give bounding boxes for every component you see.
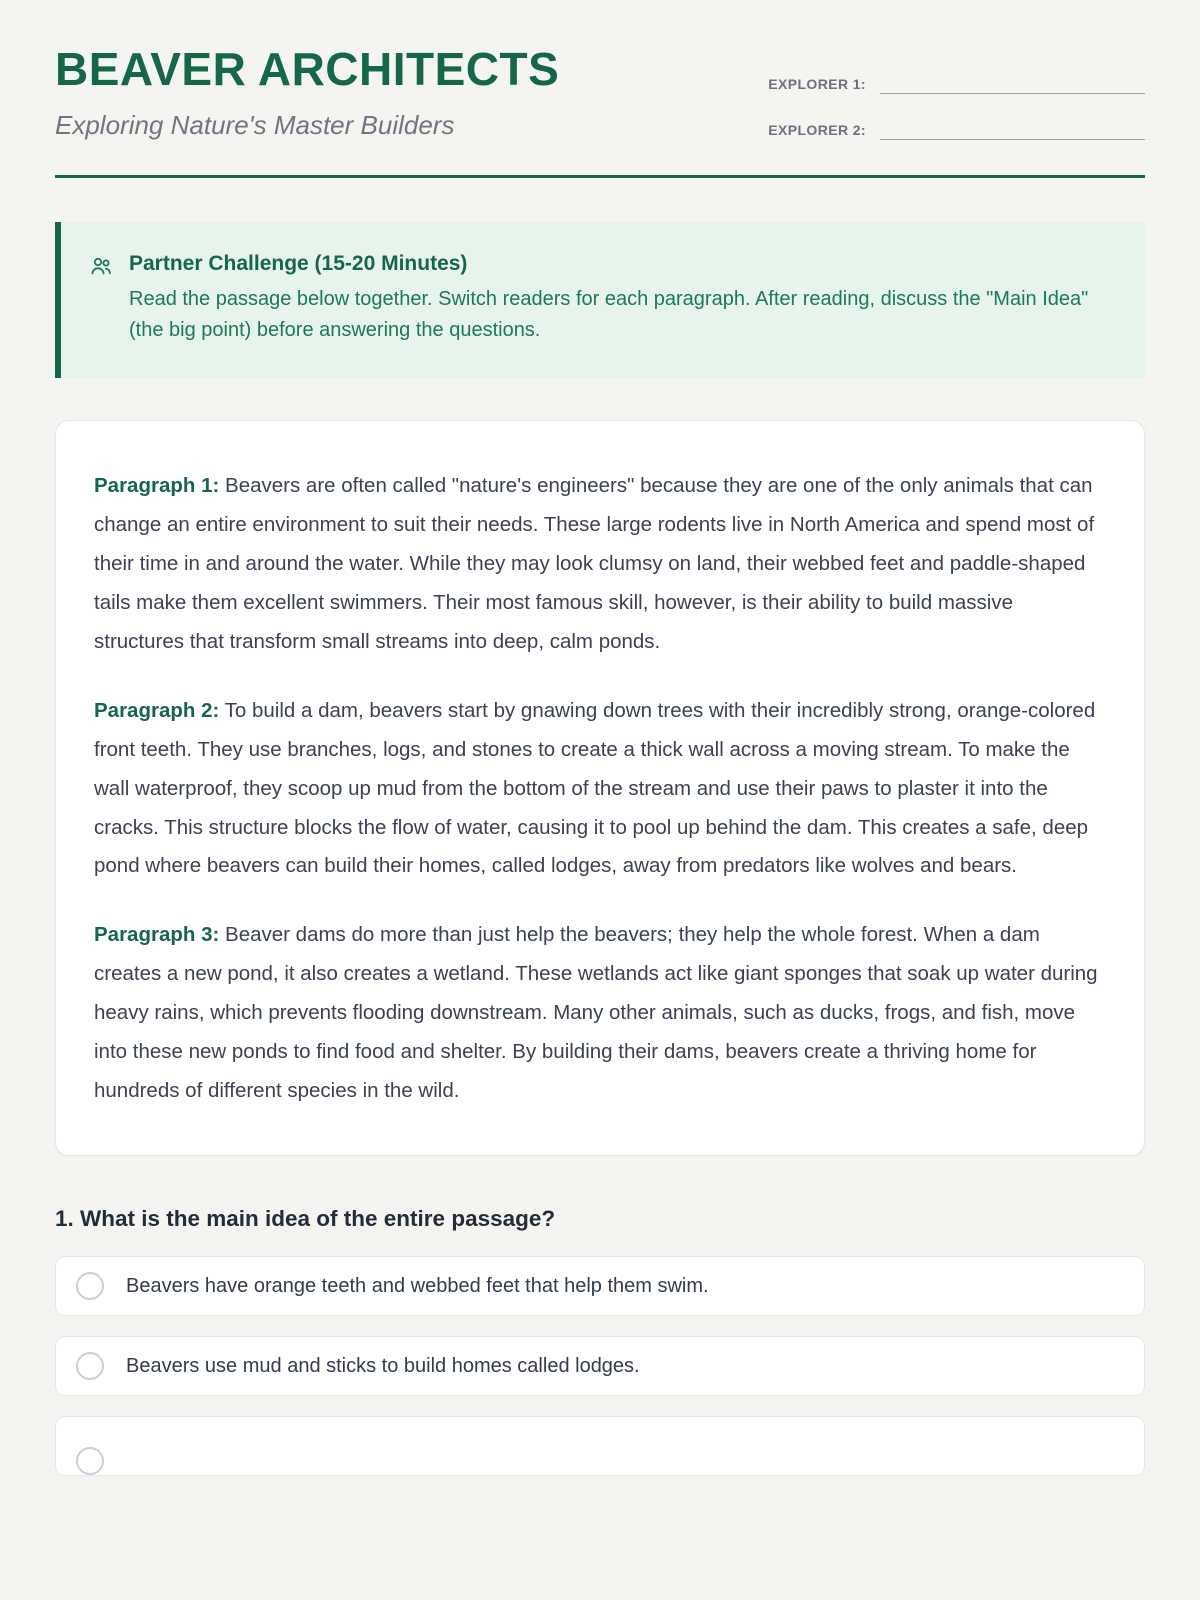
partner-challenge-callout	[55, 222, 1145, 378]
passage-card	[55, 420, 1145, 1156]
answer-option-2-label: Beavers use mud and sticks to build homes called lodges.	[126, 1354, 640, 1377]
explorer2-row	[768, 120, 1145, 140]
paragraph-1-label: Paragraph 1:	[94, 474, 220, 497]
page-subtitle: Exploring Nature's Master Builders	[55, 110, 455, 140]
callout-content	[129, 252, 1089, 346]
question-1-prompt: 1. What is the main idea of the entire passage?	[55, 1206, 556, 1232]
answer-option-2[interactable]	[55, 1336, 1145, 1396]
paragraph-2-text: To build a dam, beavers start by gnawing down trees with their incredibly strong, orange-colored front teeth. They use branches, logs, and stones to create a thick wall across a moving stream. To make the wall waterproof, they scoop up mud from the bottom of the stream and use their paws to plaster it into the cracks. This structure blocks the flow of water, causing it to pool up behind the dam. This creates a safe, deep pond where beavers can build their homes, called lodges, away from predators like wolves and bears.	[94, 698, 1096, 878]
page-title: BEAVER ARCHITECTS	[55, 43, 560, 95]
passage-paragraph-1	[94, 467, 1104, 662]
radio-button-3[interactable]	[76, 1447, 104, 1475]
explorer1-row	[768, 74, 1145, 94]
answer-option-1[interactable]	[55, 1256, 1145, 1316]
radio-button-1[interactable]	[76, 1272, 104, 1300]
question-1-options	[55, 1256, 1145, 1476]
paragraph-3-text: Beaver dams do more than just help the beavers; they help the whole forest. When a dam creates a new pond, it also creates a wetland. These wetlands act like giant sponges that soak up water during heavy rains, which prevents flooding downstream. Many other animals, such as ducks, frogs, and fish, move into these new ponds to find food and shelter. By building their dams, beavers create a thriving home for hundreds of different species in the wild.	[94, 923, 1098, 1103]
paragraph-1-text: Beavers are often called "nature's engineers" because they are one of the only animals that can change an entire environment to suit their needs. These large rodents live in North America and spend most of their time in and around the water. While they may look clumsy on land, their webbed feet and paddle-shaped tails make them excellent swimmers. Their most famous skill, however, is their ability to build massive structures that transform small streams into deep, calm ponds.	[94, 474, 1095, 653]
radio-button-2[interactable]	[76, 1352, 104, 1380]
explorer2-name-input[interactable]	[880, 120, 1145, 140]
callout-body: Read the passage below together. Switch readers for each paragraph. After reading, discuss the "Main Idea" (the big point) before answering the questions.	[129, 288, 1089, 341]
partners-icon	[89, 254, 113, 346]
explorer2-label: EXPLORER 2:	[768, 122, 866, 138]
explorer-name-fields	[768, 74, 1145, 140]
explorer1-name-input[interactable]	[880, 74, 1145, 94]
explorer1-label: EXPLORER 1:	[768, 76, 866, 92]
callout-title: Partner Challenge (15-20 Minutes)	[129, 252, 468, 275]
header	[55, 42, 1145, 141]
header-divider	[55, 175, 1145, 178]
header-titles	[55, 42, 559, 141]
passage-paragraph-2	[94, 692, 1104, 887]
paragraph-2-label: Paragraph 2:	[94, 698, 220, 722]
paragraph-3-label: Paragraph 3:	[94, 923, 220, 947]
answer-option-1-label: Beavers have orange teeth and webbed feet that help them swim.	[126, 1274, 709, 1297]
answer-option-3[interactable]	[55, 1416, 1145, 1476]
passage-paragraph-3	[94, 916, 1104, 1111]
